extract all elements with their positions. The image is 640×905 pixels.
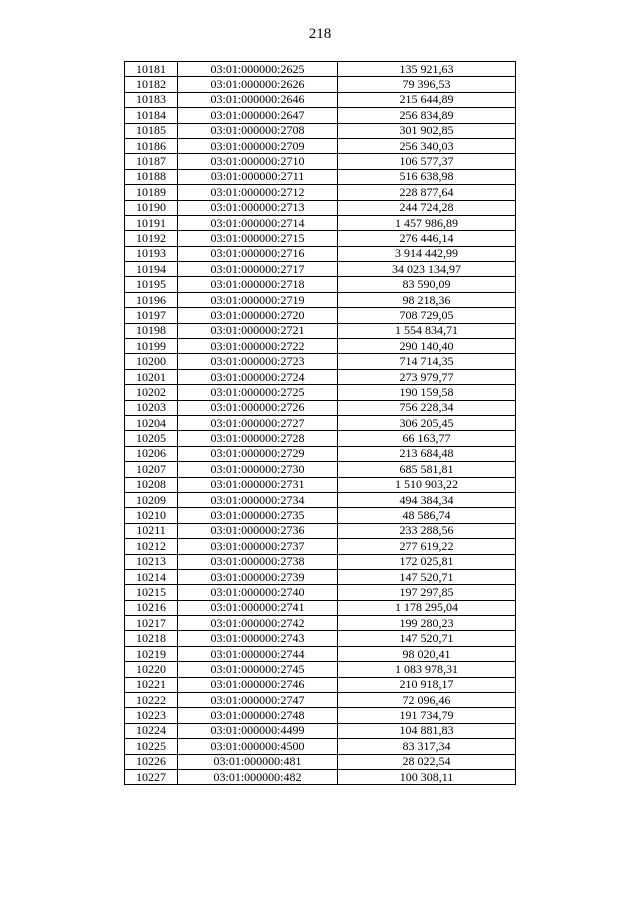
value-cell: 244 724,28 bbox=[338, 200, 516, 215]
table-row bbox=[125, 677, 516, 692]
value-cell: 83 317,34 bbox=[338, 739, 516, 754]
value-cell: 100 308,11 bbox=[338, 769, 516, 784]
cadastral-number-cell: 03:01:000000:2725 bbox=[178, 385, 338, 400]
cadastral-number-cell: 03:01:000000:2718 bbox=[178, 277, 338, 292]
table-row bbox=[125, 462, 516, 477]
table-row bbox=[125, 446, 516, 461]
row-number-cell: 10222 bbox=[125, 693, 178, 708]
value-cell: 756 228,34 bbox=[338, 400, 516, 415]
cadastral-number-cell: 03:01:000000:2746 bbox=[178, 677, 338, 692]
row-number-cell: 10183 bbox=[125, 92, 178, 107]
row-number-cell: 10205 bbox=[125, 431, 178, 446]
table-row bbox=[125, 754, 516, 769]
value-cell: 1 510 903,22 bbox=[338, 477, 516, 492]
row-number-cell: 10213 bbox=[125, 554, 178, 569]
row-number-cell: 10189 bbox=[125, 185, 178, 200]
value-cell: 273 979,77 bbox=[338, 369, 516, 384]
cadastral-number-cell: 03:01:000000:2744 bbox=[178, 646, 338, 661]
cadastral-number-cell: 03:01:000000:2723 bbox=[178, 354, 338, 369]
row-number-cell: 10196 bbox=[125, 292, 178, 307]
cadastral-number-cell: 03:01:000000:2715 bbox=[178, 231, 338, 246]
table-row bbox=[125, 385, 516, 400]
cadastral-number-cell: 03:01:000000:2714 bbox=[178, 215, 338, 230]
row-number-cell: 10219 bbox=[125, 646, 178, 661]
table-row bbox=[125, 508, 516, 523]
value-cell: 190 159,58 bbox=[338, 385, 516, 400]
table-row bbox=[125, 431, 516, 446]
table-row bbox=[125, 415, 516, 430]
cadastral-number-cell: 03:01:000000:482 bbox=[178, 769, 338, 784]
value-cell: 714 714,35 bbox=[338, 354, 516, 369]
table-row bbox=[125, 62, 516, 77]
value-cell: 197 297,85 bbox=[338, 585, 516, 600]
value-cell: 685 581,81 bbox=[338, 462, 516, 477]
cadastral-number-cell: 03:01:000000:2740 bbox=[178, 585, 338, 600]
cadastral-number-cell: 03:01:000000:2646 bbox=[178, 92, 338, 107]
cadastral-number-cell: 03:01:000000:2728 bbox=[178, 431, 338, 446]
cadastral-number-cell: 03:01:000000:2745 bbox=[178, 662, 338, 677]
cadastral-number-cell: 03:01:000000:2647 bbox=[178, 108, 338, 123]
table-row bbox=[125, 600, 516, 615]
table-row bbox=[125, 769, 516, 784]
table-row bbox=[125, 292, 516, 307]
cadastral-number-cell: 03:01:000000:481 bbox=[178, 754, 338, 769]
table-row bbox=[125, 585, 516, 600]
row-number-cell: 10215 bbox=[125, 585, 178, 600]
value-cell: 256 340,03 bbox=[338, 138, 516, 153]
value-cell: 83 590,09 bbox=[338, 277, 516, 292]
table-row bbox=[125, 277, 516, 292]
cadastral-number-cell: 03:01:000000:2726 bbox=[178, 400, 338, 415]
cadastral-number-cell: 03:01:000000:2724 bbox=[178, 369, 338, 384]
cadastral-number-cell: 03:01:000000:2710 bbox=[178, 154, 338, 169]
value-cell: 277 619,22 bbox=[338, 539, 516, 554]
cadastral-number-cell: 03:01:000000:2716 bbox=[178, 246, 338, 261]
table-row bbox=[125, 77, 516, 92]
row-number-cell: 10195 bbox=[125, 277, 178, 292]
value-cell: 104 881,83 bbox=[338, 723, 516, 738]
cadastral-number-cell: 03:01:000000:2747 bbox=[178, 693, 338, 708]
value-cell: 66 163,77 bbox=[338, 431, 516, 446]
value-cell: 199 280,23 bbox=[338, 616, 516, 631]
row-number-cell: 10202 bbox=[125, 385, 178, 400]
table-row bbox=[125, 477, 516, 492]
row-number-cell: 10216 bbox=[125, 600, 178, 615]
table-row bbox=[125, 308, 516, 323]
table-row bbox=[125, 138, 516, 153]
value-cell: 1 457 986,89 bbox=[338, 215, 516, 230]
table-row bbox=[125, 662, 516, 677]
cadastral-number-cell: 03:01:000000:2730 bbox=[178, 462, 338, 477]
table-row bbox=[125, 723, 516, 738]
cadastral-number-cell: 03:01:000000:2737 bbox=[178, 539, 338, 554]
row-number-cell: 10188 bbox=[125, 169, 178, 184]
cadastral-number-cell: 03:01:000000:4500 bbox=[178, 739, 338, 754]
table-row bbox=[125, 215, 516, 230]
table-row bbox=[125, 369, 516, 384]
table-row bbox=[125, 693, 516, 708]
table-row bbox=[125, 539, 516, 554]
value-cell: 147 520,71 bbox=[338, 631, 516, 646]
row-number-cell: 10187 bbox=[125, 154, 178, 169]
row-number-cell: 10225 bbox=[125, 739, 178, 754]
registry-table-body bbox=[125, 62, 516, 785]
cadastral-number-cell: 03:01:000000:2727 bbox=[178, 415, 338, 430]
row-number-cell: 10182 bbox=[125, 77, 178, 92]
value-cell: 1 554 834,71 bbox=[338, 323, 516, 338]
row-number-cell: 10211 bbox=[125, 523, 178, 538]
table-row bbox=[125, 616, 516, 631]
table-row bbox=[125, 492, 516, 507]
table-row bbox=[125, 739, 516, 754]
value-cell: 34 023 134,97 bbox=[338, 262, 516, 277]
cadastral-number-cell: 03:01:000000:2713 bbox=[178, 200, 338, 215]
value-cell: 306 205,45 bbox=[338, 415, 516, 430]
cadastral-number-cell: 03:01:000000:2712 bbox=[178, 185, 338, 200]
value-cell: 256 834,89 bbox=[338, 108, 516, 123]
row-number-cell: 10214 bbox=[125, 569, 178, 584]
table-row bbox=[125, 523, 516, 538]
cadastral-number-cell: 03:01:000000:2717 bbox=[178, 262, 338, 277]
registry-table bbox=[124, 61, 516, 785]
cadastral-number-cell: 03:01:000000:2738 bbox=[178, 554, 338, 569]
row-number-cell: 10207 bbox=[125, 462, 178, 477]
cadastral-number-cell: 03:01:000000:2748 bbox=[178, 708, 338, 723]
table-row bbox=[125, 339, 516, 354]
value-cell: 28 022,54 bbox=[338, 754, 516, 769]
row-number-cell: 10192 bbox=[125, 231, 178, 246]
cadastral-number-cell: 03:01:000000:2742 bbox=[178, 616, 338, 631]
value-cell: 3 914 442,99 bbox=[338, 246, 516, 261]
table-row bbox=[125, 154, 516, 169]
row-number-cell: 10212 bbox=[125, 539, 178, 554]
table-row bbox=[125, 708, 516, 723]
table-row bbox=[125, 92, 516, 107]
value-cell: 79 396,53 bbox=[338, 77, 516, 92]
cadastral-number-cell: 03:01:000000:2711 bbox=[178, 169, 338, 184]
cadastral-number-cell: 03:01:000000:2739 bbox=[178, 569, 338, 584]
page-number: 218 bbox=[308, 26, 332, 42]
value-cell: 708 729,05 bbox=[338, 308, 516, 323]
value-cell: 172 025,81 bbox=[338, 554, 516, 569]
table-row bbox=[125, 554, 516, 569]
cadastral-number-cell: 03:01:000000:2729 bbox=[178, 446, 338, 461]
value-cell: 516 638,98 bbox=[338, 169, 516, 184]
table-row bbox=[125, 262, 516, 277]
value-cell: 276 446,14 bbox=[338, 231, 516, 246]
cadastral-number-cell: 03:01:000000:2735 bbox=[178, 508, 338, 523]
row-number-cell: 10201 bbox=[125, 369, 178, 384]
cadastral-number-cell: 03:01:000000:2721 bbox=[178, 323, 338, 338]
row-number-cell: 10208 bbox=[125, 477, 178, 492]
table-row bbox=[125, 323, 516, 338]
row-number-cell: 10217 bbox=[125, 616, 178, 631]
cadastral-number-cell: 03:01:000000:2743 bbox=[178, 631, 338, 646]
value-cell: 215 644,89 bbox=[338, 92, 516, 107]
row-number-cell: 10206 bbox=[125, 446, 178, 461]
row-number-cell: 10203 bbox=[125, 400, 178, 415]
cadastral-number-cell: 03:01:000000:2731 bbox=[178, 477, 338, 492]
row-number-cell: 10194 bbox=[125, 262, 178, 277]
value-cell: 48 586,74 bbox=[338, 508, 516, 523]
value-cell: 72 096,46 bbox=[338, 693, 516, 708]
table-row bbox=[125, 123, 516, 138]
cadastral-number-cell: 03:01:000000:4499 bbox=[178, 723, 338, 738]
table-row bbox=[125, 108, 516, 123]
value-cell: 213 684,48 bbox=[338, 446, 516, 461]
row-number-cell: 10184 bbox=[125, 108, 178, 123]
value-cell: 98 218,36 bbox=[338, 292, 516, 307]
row-number-cell: 10220 bbox=[125, 662, 178, 677]
cadastral-number-cell: 03:01:000000:2708 bbox=[178, 123, 338, 138]
row-number-cell: 10221 bbox=[125, 677, 178, 692]
cadastral-number-cell: 03:01:000000:2625 bbox=[178, 62, 338, 77]
value-cell: 210 918,17 bbox=[338, 677, 516, 692]
row-number-cell: 10227 bbox=[125, 769, 178, 784]
value-cell: 494 384,34 bbox=[338, 492, 516, 507]
cadastral-number-cell: 03:01:000000:2722 bbox=[178, 339, 338, 354]
row-number-cell: 10224 bbox=[125, 723, 178, 738]
table-row bbox=[125, 569, 516, 584]
row-number-cell: 10226 bbox=[125, 754, 178, 769]
row-number-cell: 10218 bbox=[125, 631, 178, 646]
row-number-cell: 10210 bbox=[125, 508, 178, 523]
table-row bbox=[125, 185, 516, 200]
row-number-cell: 10204 bbox=[125, 415, 178, 430]
value-cell: 290 140,40 bbox=[338, 339, 516, 354]
cadastral-number-cell: 03:01:000000:2719 bbox=[178, 292, 338, 307]
row-number-cell: 10190 bbox=[125, 200, 178, 215]
row-number-cell: 10181 bbox=[125, 62, 178, 77]
table-row bbox=[125, 631, 516, 646]
value-cell: 191 734,79 bbox=[338, 708, 516, 723]
cadastral-number-cell: 03:01:000000:2734 bbox=[178, 492, 338, 507]
value-cell: 233 288,56 bbox=[338, 523, 516, 538]
value-cell: 1 083 978,31 bbox=[338, 662, 516, 677]
table-row bbox=[125, 231, 516, 246]
value-cell: 301 902,85 bbox=[338, 123, 516, 138]
table-row bbox=[125, 400, 516, 415]
row-number-cell: 10193 bbox=[125, 246, 178, 261]
value-cell: 147 520,71 bbox=[338, 569, 516, 584]
value-cell: 135 921,63 bbox=[338, 62, 516, 77]
table-row bbox=[125, 354, 516, 369]
cadastral-number-cell: 03:01:000000:2626 bbox=[178, 77, 338, 92]
value-cell: 228 877,64 bbox=[338, 185, 516, 200]
row-number-cell: 10209 bbox=[125, 492, 178, 507]
row-number-cell: 10199 bbox=[125, 339, 178, 354]
cadastral-number-cell: 03:01:000000:2720 bbox=[178, 308, 338, 323]
row-number-cell: 10223 bbox=[125, 708, 178, 723]
row-number-cell: 10197 bbox=[125, 308, 178, 323]
table-row bbox=[125, 169, 516, 184]
row-number-cell: 10200 bbox=[125, 354, 178, 369]
row-number-cell: 10198 bbox=[125, 323, 178, 338]
cadastral-number-cell: 03:01:000000:2741 bbox=[178, 600, 338, 615]
cadastral-number-cell: 03:01:000000:2709 bbox=[178, 138, 338, 153]
value-cell: 1 178 295,04 bbox=[338, 600, 516, 615]
cadastral-number-cell: 03:01:000000:2736 bbox=[178, 523, 338, 538]
table-row bbox=[125, 246, 516, 261]
row-number-cell: 10185 bbox=[125, 123, 178, 138]
row-number-cell: 10186 bbox=[125, 138, 178, 153]
value-cell: 106 577,37 bbox=[338, 154, 516, 169]
table-row bbox=[125, 200, 516, 215]
table-row bbox=[125, 646, 516, 661]
row-number-cell: 10191 bbox=[125, 215, 178, 230]
value-cell: 98 020,41 bbox=[338, 646, 516, 661]
